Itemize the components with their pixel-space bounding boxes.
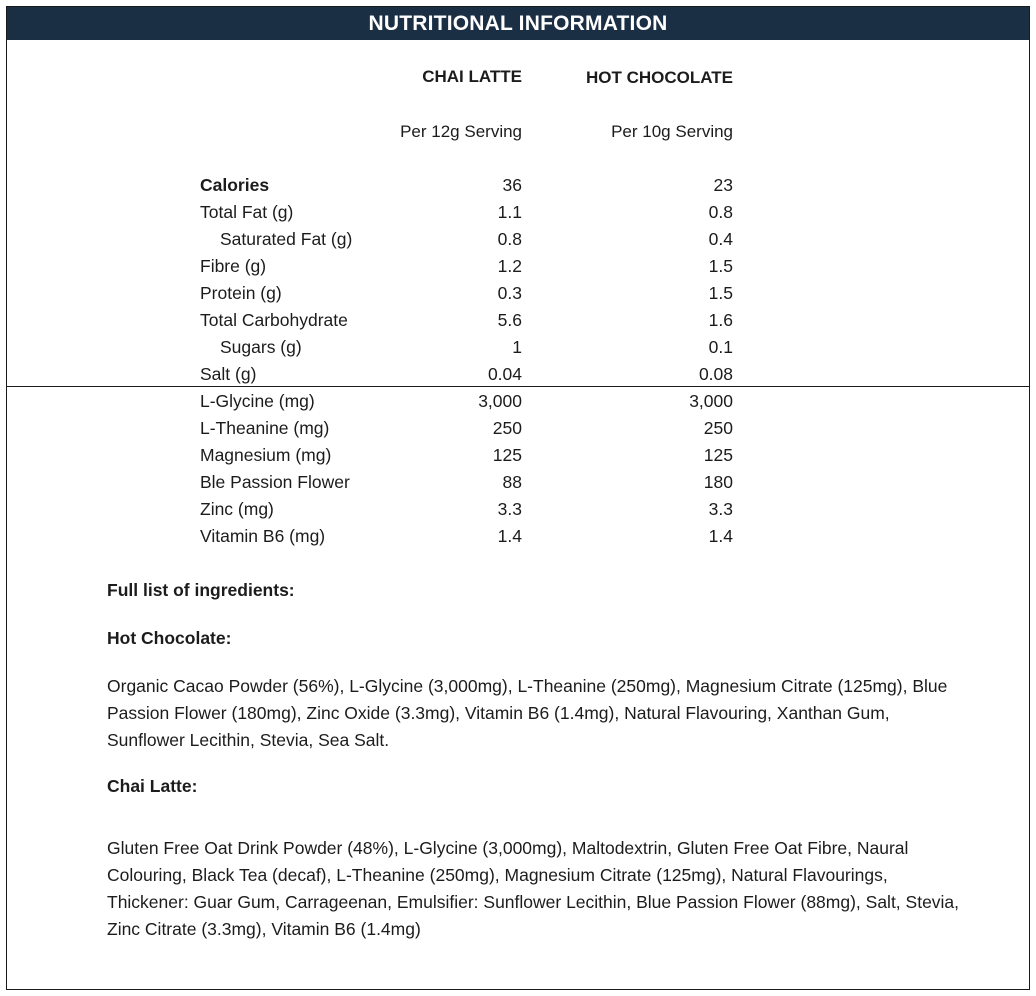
nutrient-row-magnesium xyxy=(7,442,1029,469)
chai-latte-value: 1.1 xyxy=(497,202,522,222)
nutrient-row-l-theanine xyxy=(7,415,1029,442)
hot-chocolate-value: 3.3 xyxy=(708,499,733,519)
hot-chocolate-value: 1.5 xyxy=(708,256,733,276)
hot-chocolate-value: 0.4 xyxy=(708,229,733,249)
nutrient-label: Zinc (mg) xyxy=(200,499,274,519)
chai-latte-value: 5.6 xyxy=(497,310,522,330)
nutrient-row-fibre xyxy=(7,253,1029,280)
ingredients-heading: Full list of ingredients: xyxy=(107,580,295,600)
hot-chocolate-value: 1.6 xyxy=(708,310,733,330)
hot-chocolate-ingredients-title: Hot Chocolate: xyxy=(107,628,232,648)
hot-chocolate-value: 125 xyxy=(703,445,733,465)
chai-latte-ingredients-text: Gluten Free Oat Drink Powder (48%), L-Glycine (3,000mg), Maltodextrin, Gluten Free Oat Fibre, Naural Colouring, Black Tea (decaf), L-Theanine (250mg), Magnesium Citrate (125mg), Natural Flavourings, Thickener: Guar Gum, Carrageenan, Emulsifier: Sunflower Lecithin, Blue Passion Flower (88mg), Salt, Stevia, Zinc Citrate (3.3mg), Vitamin B6 (1.4mg) xyxy=(107,838,960,939)
nutrient-label: L-Glycine (mg) xyxy=(200,391,315,411)
column-header-chai-latte: CHAI LATTE xyxy=(422,67,522,86)
serving-size-chai-latte: Per 12g Serving xyxy=(400,122,522,141)
table-divider xyxy=(7,386,1029,387)
chai-latte-value: 250 xyxy=(492,418,522,438)
nutrient-row-protein xyxy=(7,280,1029,307)
hot-chocolate-value: 0.8 xyxy=(708,202,733,222)
nutrient-row-salt xyxy=(7,361,1029,388)
column-header-hot-chocolate: HOT CHOCOLATE xyxy=(585,68,733,87)
nutrient-row-passion-flower xyxy=(7,469,1029,496)
hot-chocolate-value: 180 xyxy=(703,472,733,492)
chai-latte-value: 1 xyxy=(512,337,522,357)
hot-chocolate-value: 1.4 xyxy=(708,526,733,546)
chai-latte-value: 3.3 xyxy=(497,499,522,519)
nutrient-row-saturated-fat xyxy=(7,226,1029,253)
nutrient-label: Ble Passion Flower xyxy=(200,472,350,492)
nutrient-row-total-carbohydrate xyxy=(7,307,1029,334)
nutrient-row-l-glycine xyxy=(7,388,1029,415)
nutrient-label: Calories xyxy=(200,175,270,195)
chai-latte-ingredients-title: Chai Latte: xyxy=(107,776,198,796)
nutrient-label: Salt (g) xyxy=(200,364,257,384)
serving-size-hot-chocolate: Per 10g Serving xyxy=(611,122,733,141)
nutrient-label: Sugars (g) xyxy=(220,337,302,357)
hot-chocolate-value: 0.1 xyxy=(708,337,733,357)
nutrient-row-sugars xyxy=(7,334,1029,361)
nutrient-label: L-Theanine (mg) xyxy=(200,418,330,438)
nutrient-row-zinc xyxy=(7,496,1029,523)
nutrient-row-calories xyxy=(7,172,1029,199)
hot-chocolate-ingredients-text: Organic Cacao Powder (56%), L-Glycine (3,000mg), L-Theanine (250mg), Magnesium Citrate (125mg), Blue Passion Flower (180mg), Zinc Oxide (3.3mg), Vitamin B6 (1.4mg), Natural Flavouring, Xanthan Gum, Sunflower Lecithin, Stevia, Sea Salt. xyxy=(107,676,948,750)
nutrient-label: Fibre (g) xyxy=(200,256,267,276)
chai-latte-value: 125 xyxy=(492,445,522,465)
chai-latte-value: 0.3 xyxy=(497,283,522,303)
hot-chocolate-value: 0.08 xyxy=(698,364,733,384)
hot-chocolate-value: 1.5 xyxy=(708,283,733,303)
chai-latte-value: 1.4 xyxy=(497,526,522,546)
hot-chocolate-value: 250 xyxy=(703,418,733,438)
chai-latte-value: 0.8 xyxy=(497,229,522,249)
chai-latte-value: 3,000 xyxy=(478,391,522,411)
nutrient-row-total-fat xyxy=(7,199,1029,226)
chai-latte-value: 36 xyxy=(502,175,522,195)
chai-latte-value: 88 xyxy=(502,472,522,492)
page-title: NUTRITIONAL INFORMATION xyxy=(7,7,1029,40)
chai-latte-value: 0.04 xyxy=(487,364,522,384)
nutrient-label: Magnesium (mg) xyxy=(200,445,332,465)
nutrient-label: Total Carbohydrate xyxy=(200,310,348,330)
nutrient-label: Total Fat (g) xyxy=(200,202,294,222)
nutrient-label: Saturated Fat (g) xyxy=(220,229,353,249)
nutrition-sheet xyxy=(6,6,1030,990)
nutrient-label: Vitamin B6 (mg) xyxy=(200,526,326,546)
nutrient-label: Protein (g) xyxy=(200,283,282,303)
nutrient-row-vitamin-b6 xyxy=(7,523,1029,550)
hot-chocolate-value: 3,000 xyxy=(689,391,733,411)
chai-latte-value: 1.2 xyxy=(497,256,522,276)
hot-chocolate-value: 23 xyxy=(713,175,733,195)
